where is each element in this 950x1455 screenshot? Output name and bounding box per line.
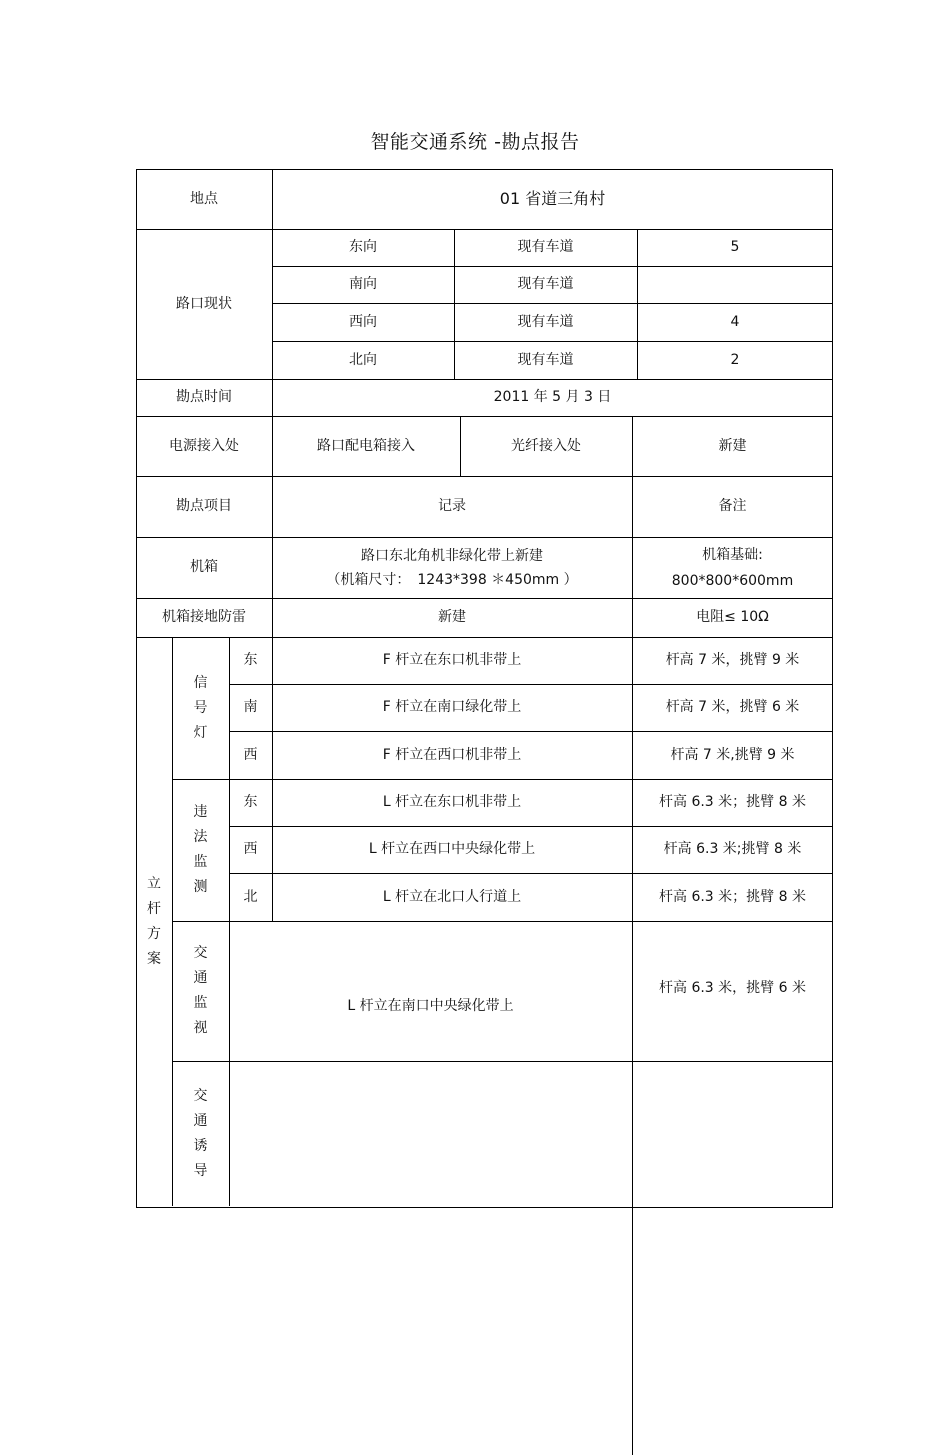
direction-north: 北向 [349, 351, 377, 368]
signal-light-label [172, 637, 229, 779]
survey-time-value: 2011 年 5 月 3 日 [493, 389, 612, 406]
violation-record: L 杆立在西口中央绿化带上 [368, 841, 536, 858]
label-char: 视 [193, 1020, 208, 1036]
label-char: 监 [193, 854, 208, 870]
guidance-record [229, 1061, 632, 1206]
signal-dir: 南 [243, 699, 258, 716]
intersection-label: 路口现状 [176, 295, 232, 312]
label-char: 信 [193, 674, 208, 691]
lane-type: 现有车道 [517, 276, 574, 293]
violation-remark: 杆高 6.3 米；挑臂 8 米 [659, 794, 806, 811]
signal-record: F 杆立在西口机非带上 [382, 746, 522, 763]
lane-type: 现有车道 [517, 239, 574, 256]
traffic-monitor-label [172, 921, 229, 1061]
direction-south: 南向 [349, 276, 377, 293]
signal-remark: 杆高 7 米，挑臂 6 米 [665, 699, 800, 716]
fiber-value: 新建 [718, 437, 747, 454]
violation-remark: 杆高 6.3 米;挑臂 8 米 [663, 841, 802, 858]
signal-remark: 杆高 7 米,挑臂 9 米 [670, 746, 795, 763]
grounding-label: 机箱接地防雷 [162, 609, 246, 626]
monitor-record: L 杆立在南口中央绿化带上 [347, 997, 514, 1014]
violation-record: L 杆立在北口人行道上 [382, 888, 522, 905]
signal-dir: 东 [243, 652, 258, 669]
label-char: 诱 [193, 1137, 208, 1154]
monitor-remark: 杆高 6.3 米，挑臂 6 米 [659, 979, 806, 996]
cabinet-foundation-size: 800*800*600mm [671, 572, 794, 589]
violation-detection-label [172, 779, 229, 921]
survey-time-label: 勘点时间 [176, 389, 232, 406]
traffic-guidance-label [172, 1061, 229, 1206]
location-label: 地点 [190, 190, 218, 207]
label-char: 导 [193, 1162, 208, 1179]
violation-dir: 西 [243, 841, 258, 858]
label-char: 交 [193, 945, 208, 961]
label-char: 法 [193, 829, 208, 845]
pole-plan-label [136, 637, 172, 1206]
grounding-remark: 电阻≤ 10Ω [696, 609, 769, 626]
signal-record: F 杆立在南口绿化带上 [382, 699, 522, 716]
violation-dir: 北 [243, 888, 258, 905]
label-char: 通 [193, 1112, 208, 1129]
signal-remark: 杆高 7 米，挑臂 9 米 [665, 652, 800, 669]
lane-count: 2 [730, 351, 740, 368]
lane-count: 5 [730, 239, 740, 256]
label-char: 杆 [147, 900, 161, 917]
power-access: 路口配电箱接入 [317, 437, 415, 454]
label-char: 测 [193, 879, 208, 895]
record-header: 记录 [438, 498, 466, 515]
cabinet-remark [632, 537, 833, 598]
cabinet-label: 机箱 [190, 559, 218, 576]
cabinet-record-line: 路口东北角机非绿化带上新建 [361, 547, 543, 564]
violation-remark: 杆高 6.3 米；挑臂 8 米 [659, 888, 806, 905]
label-char: 灯 [193, 724, 208, 741]
violation-record: L 杆立在东口机非带上 [382, 794, 522, 811]
cabinet-size: （机箱尺寸： 1243*398 ＊450mm ） [326, 571, 578, 588]
guidance-remark [632, 1061, 833, 1206]
label-char: 交 [193, 1087, 208, 1104]
page-title: 智能交通系统 -勘点报告 [370, 131, 580, 153]
lane-type: 现有车道 [517, 351, 574, 368]
lane-count [637, 266, 833, 303]
items-label: 勘点项目 [176, 498, 232, 515]
direction-west: 西向 [349, 313, 377, 330]
cabinet-record [272, 537, 632, 598]
fiber-label: 光纤接入处 [511, 437, 581, 454]
signal-dir: 西 [243, 746, 258, 763]
violation-dir: 东 [243, 794, 258, 811]
label-char: 方 [147, 925, 161, 942]
lane-type: 现有车道 [517, 313, 574, 330]
power-label: 电源接入处 [169, 437, 239, 454]
grounding-record: 新建 [438, 609, 466, 626]
label-char: 案 [147, 950, 161, 967]
remark-header: 备注 [718, 498, 747, 515]
direction-east: 东向 [349, 239, 377, 256]
label-char: 违 [193, 804, 208, 820]
label-char: 通 [193, 970, 208, 986]
survey-table [136, 169, 833, 1208]
lane-count: 4 [730, 313, 740, 330]
label-char: 号 [193, 699, 208, 716]
label-char: 立 [147, 875, 161, 892]
cabinet-foundation-label: 机箱基础: [702, 546, 763, 563]
label-char: 监 [193, 995, 208, 1011]
location-value: 01 省道三角村 [499, 189, 606, 209]
signal-record: F 杆立在东口机非带上 [382, 652, 522, 669]
